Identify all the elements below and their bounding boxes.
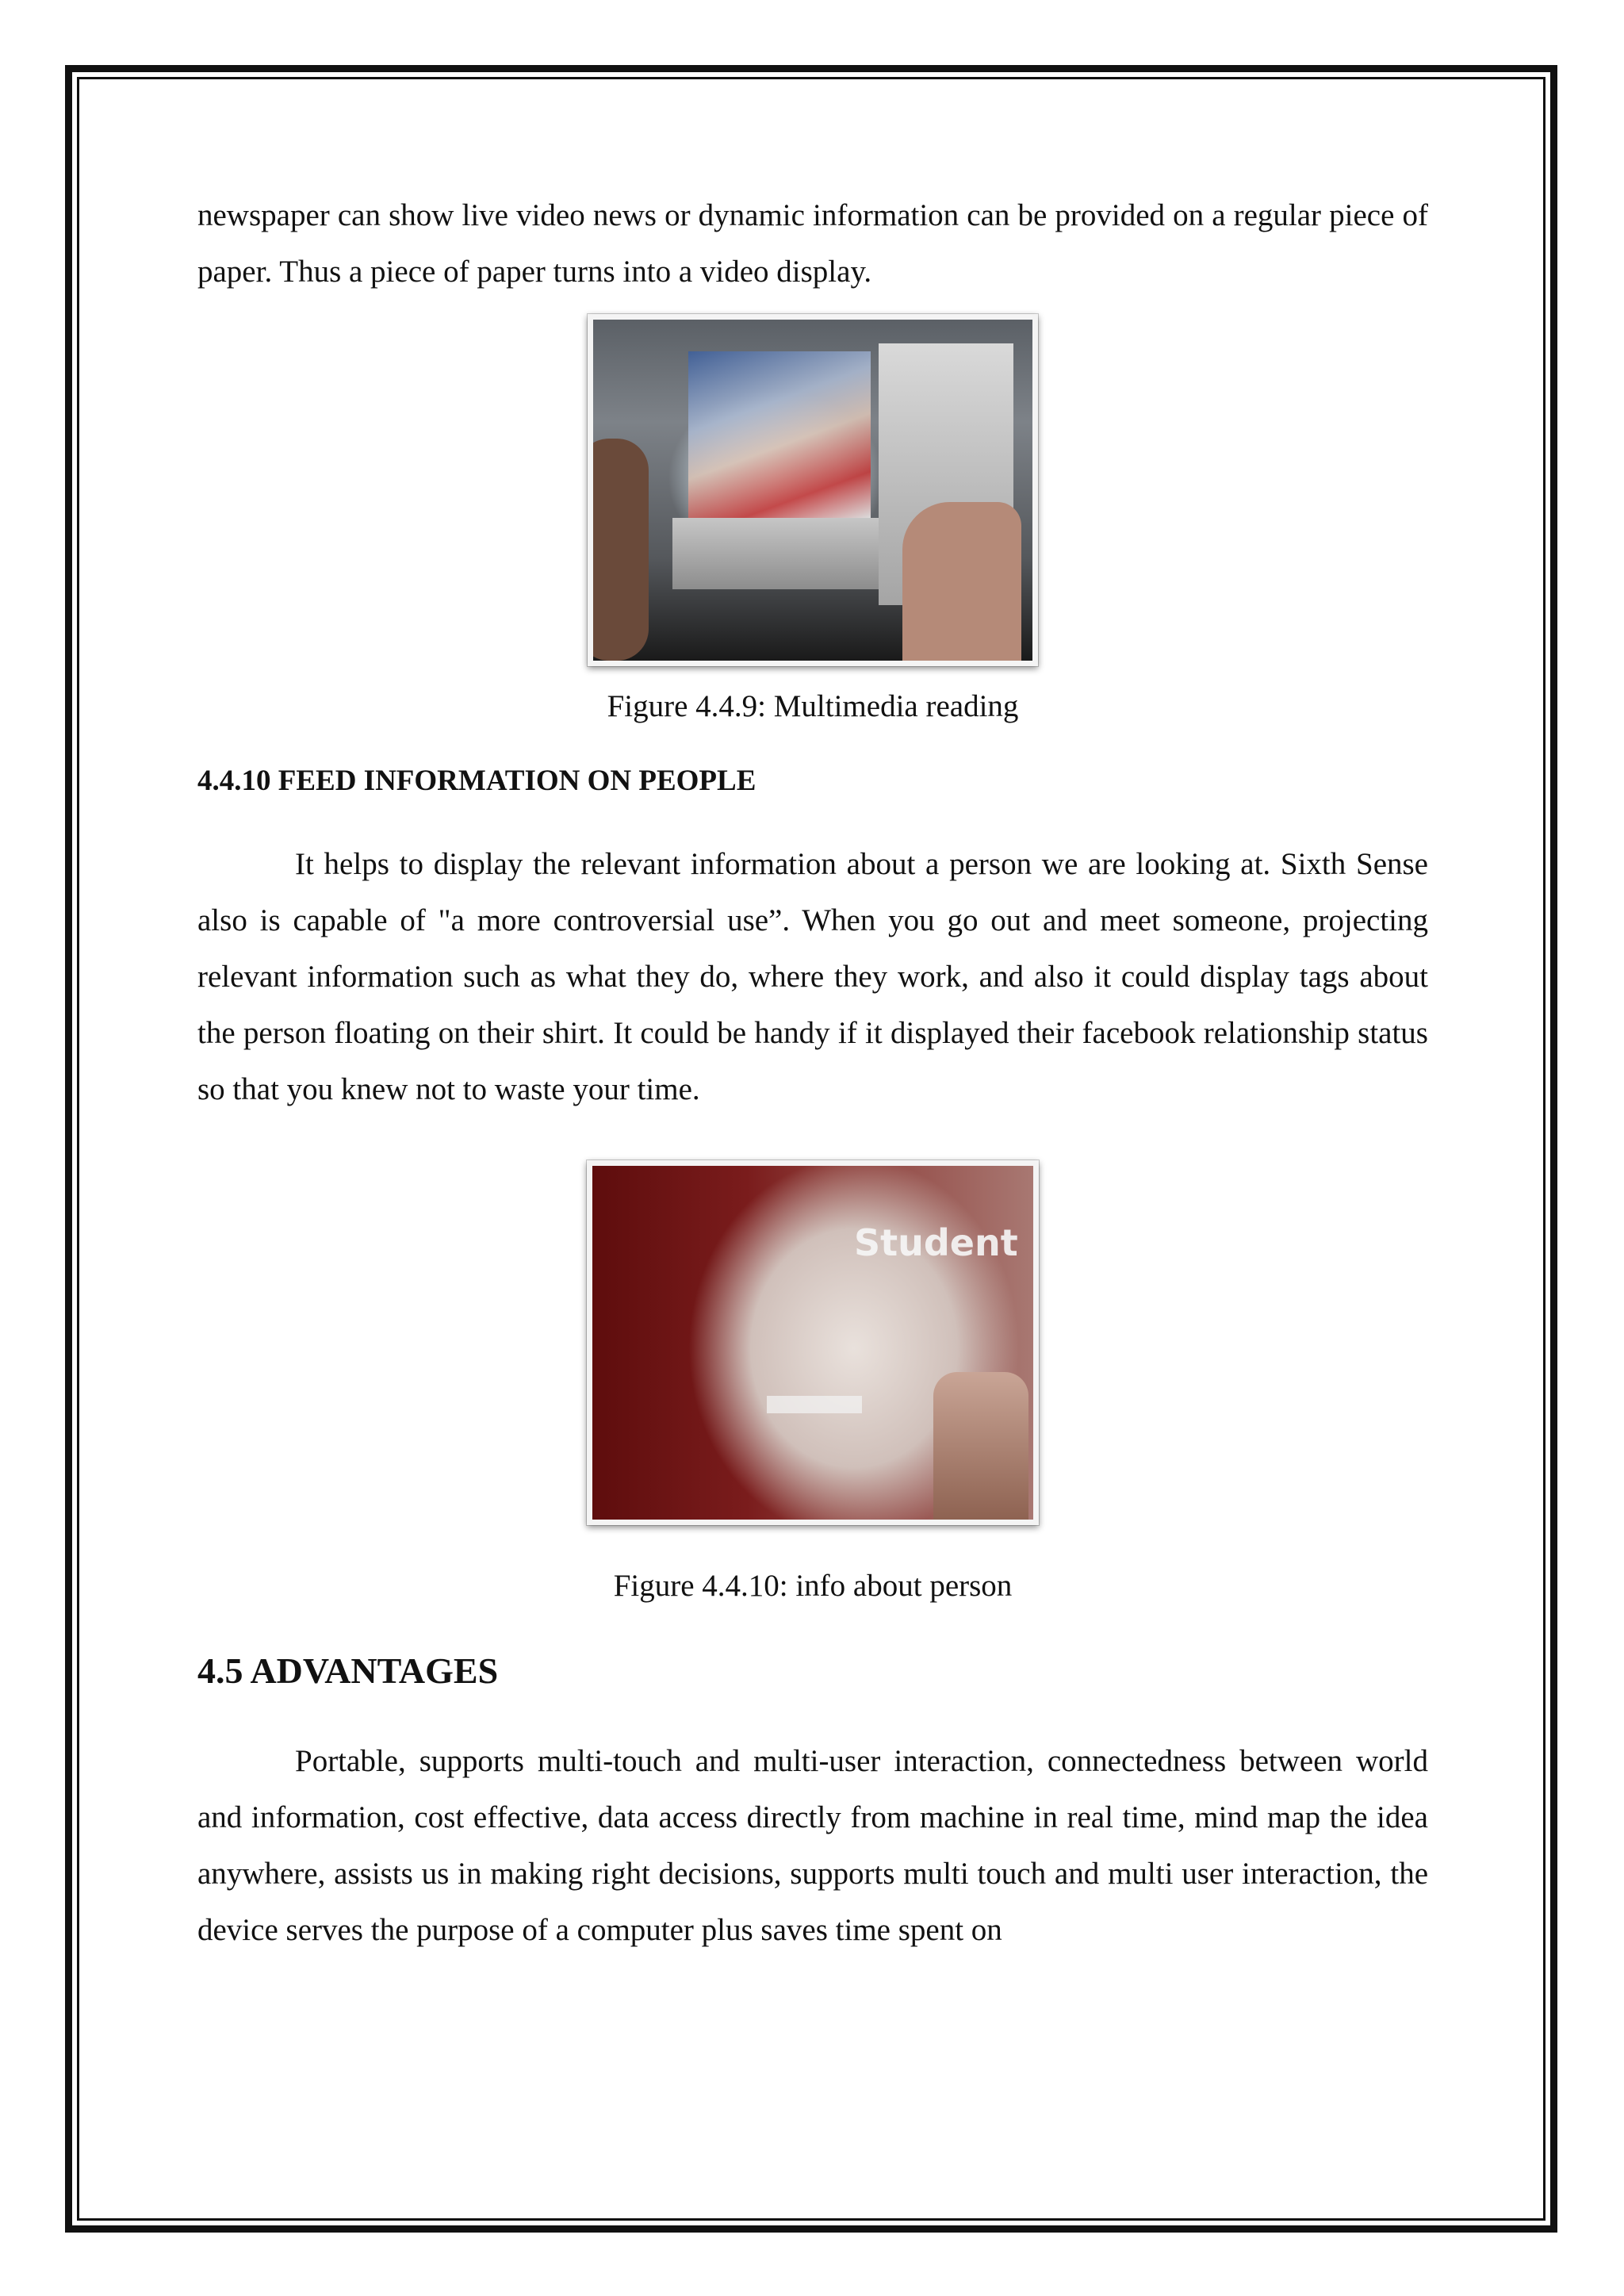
page-content [197,187,1428,1958]
figure-1-caption: Figure 4.4.9: Multimedia reading [607,689,1019,723]
section-45-paragraph: Portable, supports multi-touch and multi-user interaction, connectedness between world and information, cost effective, data access directly from machine in real time, mind map the idea anywhere, assists us in making right decisions, supports multi touch and multi user interaction, the device serves the purpose of a computer plus saves time spent on [197,1744,1428,1947]
intro-paragraph: newspaper can show live video news or dynamic information can be provided on a regular piece of paper. Thus a piece of paper turns into a video display. [197,198,1428,289]
section-4410-paragraph: It helps to display the relevant information about a person we are looking at. Sixth Sense also is capable of "a more controversial use”. When you go out and meet someone, projecting relevant information such as what they do, where they work, and also it could display tags about the person floating on their shirt. It could be handy if it displayed their facebook relationship status so that you knew not to waste your time. [197,847,1428,1106]
person-info-image [587,1160,1039,1525]
figure-2-caption: Figure 4.4.10: info about person [613,1569,1013,1603]
figure-1 [197,314,1428,666]
shirt-text: Student [854,1221,1018,1264]
figure-2 [197,1160,1428,1525]
newspaper-video-image [588,314,1038,666]
section-45-heading: 4.5 ADVANTAGES [197,1650,499,1691]
section-4410-heading: 4.4.10 FEED INFORMATION ON PEOPLE [197,765,756,797]
